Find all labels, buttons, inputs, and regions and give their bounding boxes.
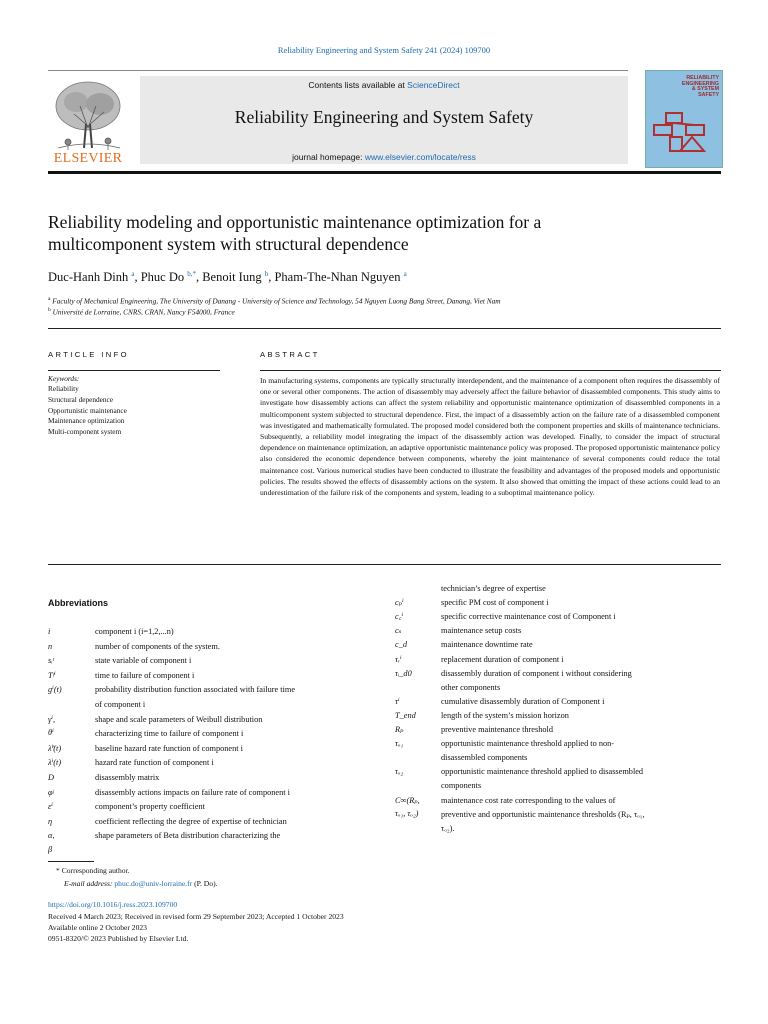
- journal-cover-image[interactable]: [645, 70, 723, 168]
- abbreviation-description: specific PM cost of component i: [441, 598, 549, 608]
- abbreviation-description: replacement duration of component i: [441, 654, 564, 664]
- header-top-rule: [48, 70, 628, 71]
- cover-title-line: ENGINEERING: [681, 80, 719, 87]
- abbreviation-description: maintenance cost rate corresponding to the values of: [441, 795, 616, 805]
- abbreviation-description: opportunistic maintenance threshold applied to non-: [441, 739, 615, 749]
- abbreviation-description: preventive and opportunistic maintenance thresholds (Rₚ, τₒ₁,: [441, 809, 645, 819]
- abbreviation-symbol: cₛ: [395, 626, 402, 636]
- paper-title-line: multicomponent system with structural dependence: [48, 234, 409, 254]
- available-online: Available online 2 October 2023: [48, 923, 147, 932]
- abbreviation-description: of component i: [95, 700, 146, 709]
- abbreviation-description: time to failure of component i: [95, 670, 195, 680]
- keyword: Maintenance optimization: [48, 416, 125, 426]
- cover-title: [667, 76, 719, 98]
- contents-prefix: Contents lists available at: [308, 80, 408, 90]
- abbreviation-description: maintenance downtime rate: [441, 640, 533, 650]
- paper-title: [48, 211, 688, 255]
- abbreviation-description: components: [441, 781, 482, 791]
- abbreviation-symbol: γⁱ, θⁱ: [48, 714, 56, 738]
- author-name: Duc-Hanh Dinh: [48, 270, 129, 285]
- abbreviation-description: technician’s degree of expertise: [441, 584, 546, 593]
- running-head[interactable]: Reliability Engineering and System Safety 241 (2024) 109700: [277, 45, 491, 55]
- abbreviation-symbol: η: [48, 816, 53, 826]
- abbreviation-description: state variable of component i: [95, 656, 192, 666]
- author-name: Benoit Iung: [202, 270, 262, 285]
- abbreviation-description: preventive maintenance threshold: [441, 725, 553, 734]
- abbreviation-symbol: εⁱ: [48, 802, 53, 812]
- contents-line: [140, 80, 628, 90]
- email-label: E-mail address:: [64, 879, 115, 888]
- abbreviation-symbol: sᵢᵗ: [48, 656, 54, 666]
- abbreviation-symbol: i: [48, 627, 51, 636]
- keyword: Opportunistic maintenance: [48, 405, 127, 415]
- homepage-prefix: journal homepage:: [292, 152, 365, 162]
- abbreviation-symbol: τᵣⁱ: [395, 654, 402, 664]
- author-affiliation-link[interactable]: a: [131, 270, 135, 278]
- abbreviation-description: coefficient reflecting the degree of expertise of technician: [95, 816, 287, 826]
- abbreviation-description: component’s property coefficient: [95, 802, 205, 812]
- abbreviation-description: shape parameters of Beta distribution characterizing the: [95, 831, 281, 841]
- received-dates: Received 4 March 2023; Received in revised form 29 September 2023; Accepted 1 October 2023: [48, 912, 344, 921]
- article-info-rule: [48, 370, 220, 371]
- journal-homepage-link[interactable]: www.elsevier.com/locate/ress: [364, 152, 476, 162]
- article-info-heading: ARTICLE INFO: [48, 350, 129, 359]
- abbreviation-symbol: c꜀ⁱ: [395, 612, 404, 622]
- doi-link[interactable]: https://doi.org/10.1016/j.ress.2023.109700: [48, 900, 178, 909]
- paper-title-line: Reliability modeling and opportunistic maintenance optimization for a: [48, 212, 542, 232]
- abbreviation-description: length of the system’s mission horizon: [441, 710, 569, 720]
- abbreviation-symbol: gⁱ(t): [48, 685, 62, 695]
- abbreviations-heading: Abbreviations: [48, 598, 109, 608]
- abbreviation-description: characterizing time to failure of component i: [95, 729, 244, 739]
- author-affiliation-link[interactable]: a: [403, 270, 407, 278]
- abbreviation-description: opportunistic maintenance threshold applied to disassembled: [441, 767, 644, 777]
- corresponding-author-note: * Corresponding author.: [56, 866, 130, 875]
- copyright: 0951-8320/© 2023 Published by Elsevier Ltd.: [48, 934, 189, 943]
- abbreviation-description: specific corrective maintenance cost of Component i: [441, 612, 616, 622]
- publisher-name: ELSEVIER: [53, 151, 123, 166]
- abstract-heading: ABSTRACT: [260, 350, 320, 359]
- sciencedirect-link[interactable]: ScienceDirect: [407, 80, 460, 90]
- journal-title: Reliability Engineering and System Safety: [234, 107, 534, 127]
- abbreviation-description: component i (i=1,2,...n): [95, 627, 174, 636]
- author-name: Phuc Do: [140, 270, 185, 285]
- affiliation-marker: a: [48, 296, 51, 302]
- author-list: Duc-Hanh Dinh $^a$, Phuc Do $^{b,*}$, Benoit Iung $^b$, Pham-The-Nhan Nguyen $^a$: [48, 270, 407, 285]
- abbreviation-description: baseline hazard rate function of component i: [95, 743, 243, 753]
- abbreviation-symbol: C∞(Rₚ, τₒ₁, τₒ₂): [395, 795, 420, 819]
- affiliation-marker: b: [48, 307, 51, 313]
- affiliation: [48, 296, 500, 305]
- affiliation-text: Faculty of Mechanical Engineering, The University of Danang - University of Science and Technology, 54 Nguyen Luong Bang Street, Danang, Viet Nam: [52, 296, 501, 306]
- author-affiliation-link[interactable]: b: [264, 270, 269, 278]
- abbreviation-symbol: T_end: [395, 710, 416, 720]
- keyword-list: [48, 384, 127, 438]
- keywords-label: Keywords:: [48, 374, 80, 383]
- cover-title-line: SAFETY: [698, 91, 719, 98]
- abbreviation-description: probability distribution function associated with failure time: [95, 685, 296, 695]
- homepage-line: [140, 152, 628, 162]
- abbreviation-symbol: Tᶠⁱ: [48, 670, 56, 680]
- abbreviation-description: hazard rate function of component i: [95, 758, 214, 768]
- abbreviation-description: shape and scale parameters of Weibull distribution: [95, 714, 263, 724]
- abstract-rule: [260, 370, 721, 371]
- cover-illustration: [652, 111, 716, 155]
- keyword: Multi-component system: [48, 427, 122, 437]
- abbreviation-description: maintenance setup costs: [441, 626, 522, 636]
- abbreviation-description: disassembled components: [441, 753, 528, 763]
- email-suffix: (P. Do).: [192, 879, 218, 888]
- affiliation-text: Université de Lorraine, CNRS, CRAN, Nancy F54000, France: [52, 307, 235, 317]
- abbreviation-symbol: cₚⁱ: [395, 598, 404, 608]
- abbreviation-description: disassembly matrix: [95, 773, 160, 782]
- abbreviation-symbol: α, β: [48, 831, 55, 854]
- abbreviation-symbol: φʲ: [48, 787, 54, 797]
- abbreviation-description: disassembly duration of component i without considering: [441, 668, 632, 678]
- abbreviation-description: disassembly actions impacts on failure rate of component i: [95, 787, 290, 797]
- section-rule: [48, 328, 721, 329]
- abbreviation-description: number of components of the system.: [95, 641, 220, 651]
- abbreviation-symbol: λⁱ(t): [48, 758, 62, 768]
- abbreviation-description: other components: [441, 682, 501, 692]
- abbreviation-symbol: τₒ₂: [395, 767, 404, 777]
- author-affiliation-link[interactable]: b,*: [187, 270, 196, 278]
- cover-title-line: & SYSTEM: [691, 86, 719, 93]
- cover-title-line: RELIABILITY: [686, 75, 719, 81]
- abbreviation-symbol: τⁱ: [395, 696, 400, 706]
- section-rule: [48, 564, 721, 565]
- abbreviation-symbol: τᵢ_d0: [395, 668, 412, 678]
- header-bottom-rule: [48, 171, 721, 174]
- affiliation: [48, 307, 235, 316]
- abstract-text: In manufacturing systems, components are typically structurally interdependent, and the maintenance of a component often requires the disassembly of one or several other components. The action of disassembly may adversely affect the failure behavior of disassembled components. This study aims to investigate how disassembly actions can affect the system reliability and opportunistic maintenance optimization of disassembled components in a multicomponent system subjected to structural dependence. First, the impact of a disassembly action on the failure rate of a disassembled component was investigated and mathematically formulated. The proposed model considered both the component properties and skills of maintenance technicians. Subsequently, a reliability model integrating the impact of the disassembly action was developed. Finally, to consider the impact of structural dependence on maintenance optimization, an adaptive opportunistic maintenance policy was proposed. The proposed opportunistic maintenance policy also considered the economic dependence between components, whereby the joint maintenance of several components could reduce the total maintenance cost. Various numerical studies have been conducted to illustrate the feasibility and advantages of the proposed models and opportunistic policies. The results showed the effects of disassembly actions on the system. It also showed that omitting the impact of these actions could lead to an underestimation of the failure risk of the components and system, leading to a suboptimal maintenance policy.: [260, 376, 720, 498]
- abbreviation-symbol: Rₚ: [395, 725, 404, 734]
- keyword: Structural dependence: [48, 394, 114, 404]
- abbreviation-symbol: D: [48, 773, 54, 782]
- abbreviation-symbol: λ̃ⁱ(t): [48, 743, 62, 753]
- abbreviation-symbol: c_d: [395, 640, 407, 650]
- abbreviation-description: τₒ₂).: [441, 823, 455, 833]
- keyword: Reliability: [48, 384, 79, 393]
- abbreviation-description: cumulative disassembly duration of Component i: [441, 696, 605, 706]
- email-link[interactable]: phuc.do@univ-lorraine.fr: [114, 879, 193, 888]
- email-note: [64, 879, 218, 888]
- abbreviation-symbol: n: [48, 641, 53, 651]
- abbreviation-symbol: τₒ₁: [395, 739, 404, 749]
- author-name: Pham-The-Nhan Nguyen: [274, 270, 401, 285]
- footnote-rule: [48, 861, 94, 862]
